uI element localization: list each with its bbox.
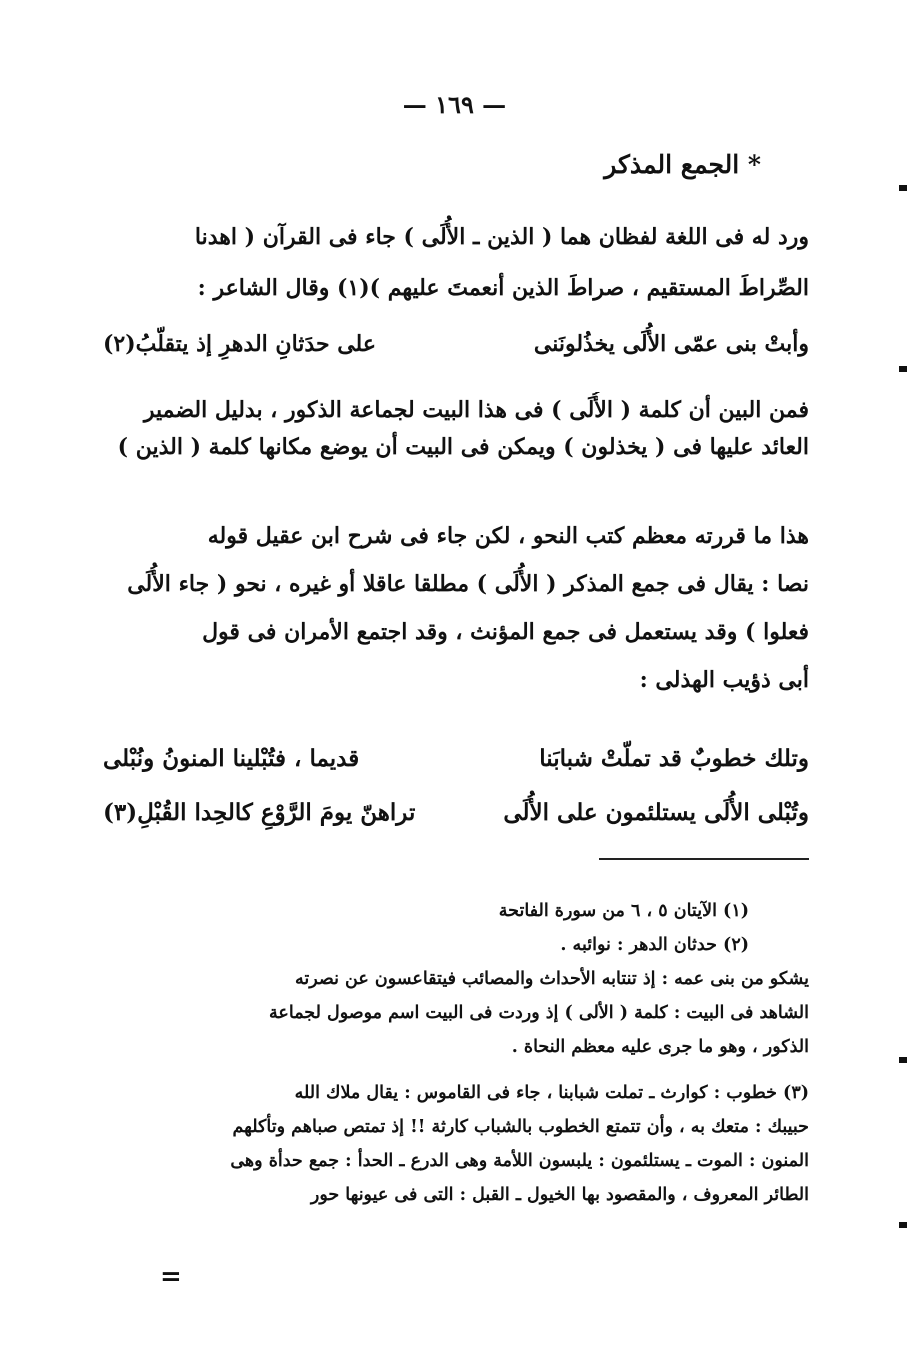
verse-first-hemistich: وتلك خطوبٌ قد تملّتْ شبابَنا (539, 745, 809, 772)
footnote-divider (599, 858, 809, 860)
text-line: الصِّراطَ المستقيم ، صراطَ الذين أنعمتَ عليهم )(١) وقال الشاعر : (197, 275, 809, 301)
paragraph-2 (103, 392, 809, 466)
verse-line (103, 732, 809, 786)
margin-mark (899, 366, 907, 372)
footnote-line: (٣) خطوب : كوارث ـ تملت شبابنا ، جاء فى القاموس : يقال ملاك الله (294, 1083, 809, 1103)
verse-second-hemistich: تراهنّ يومَ الرَّوْعِ كالحِدا القُبْلِ(٣) (103, 799, 416, 826)
footnote-line: الطائر المعروف ، والمقصود بها الخيول ـ القبل : التى فى عيونها حور (310, 1185, 809, 1205)
end-mark: = (160, 1262, 182, 1292)
text-line: هذا ما قررته معظم كتب النحو ، لكن جاء فى شرح ابن عقيل قوله (207, 523, 809, 549)
section-heading: * الجمع المذكر (604, 150, 761, 179)
paragraph-1 (103, 212, 809, 314)
footnote-line: الذكور ، وهو ما جرى عليه معظم النحاة . (511, 1037, 809, 1057)
text-line: أبى ذؤيب الهذلى : (639, 667, 809, 693)
verse-second-hemistich: قديما ، فتُبْلينا المنونُ ونُبْلى (103, 745, 360, 772)
verse-line (103, 786, 809, 840)
verse-first-hemistich: وأبتْ بنى عمّى الأُلَى يخذُلونَنى (533, 331, 809, 357)
verse-1 (103, 322, 809, 366)
verse-first-hemistich: وتُبْلى الأُلَى يستلئمون على الأُلَى (503, 799, 809, 826)
text-line: ورد له فى اللغة لفظان هما ( الذين ـ الأُلَى ) جاء فى القرآن ( اهدنا (194, 224, 809, 250)
text-line: العائد عليها فى ( يخذلون ) ويمكن فى البيت أن يوضع مكانها كلمة ( الذين ) (117, 434, 809, 460)
footnote-line: (٢) حدثان الدهر : نوائبه . (560, 935, 749, 955)
footnote-line: الشاهد فى البيت : كلمة ( الألى ) إذ وردت فى البيت اسم موصول لجماعة (269, 1003, 809, 1023)
verses-2 (103, 732, 809, 840)
margin-mark (899, 185, 907, 191)
margin-mark (899, 1222, 907, 1228)
footnote-line: حبيبك : متعك به ، وأن تتمتع الخطوب بالشباب كارثة !! إذ تمتص صباهم وتأكلهم (232, 1117, 809, 1137)
verse-line (103, 322, 809, 366)
footnotes (103, 894, 809, 1212)
paragraph-3 (103, 512, 809, 704)
footnote-line: المنون : الموت ـ يستلئمون : يلبسون اللأمة وهى الدرع ـ الحدأ : جمع حدأة وهى (230, 1151, 809, 1171)
text-line: فعلوا ) وقد يستعمل فى جمع المؤنث ، وقد اجتمع الأمران فى قول (202, 619, 809, 645)
footnote-line: (١) الآيتان ٥ ، ٦ من سورة الفاتحة (498, 901, 749, 921)
text-line: نصا : يقال فى جمع المذكر ( الأُلَى ) مطلقا عاقلا أو غيره ، نحو ( جاء الأُلَى (127, 571, 809, 597)
page-number: — ١٦٩ — (402, 90, 507, 119)
verse-second-hemistich: على حدَثانِ الدهرِ إذ يتقلّبُ(٢) (103, 331, 376, 357)
text-line: فمن البين أن كلمة ( الأُلَى ) فى هذا البيت لجماعة الذكور ، بدليل الضمير (143, 397, 809, 423)
margin-mark (899, 1057, 907, 1063)
footnote-line: يشكو من بنى عمه : إذ تنتابه الأحداث والمصائب فيتقاعسون عن نصرته (295, 969, 809, 989)
